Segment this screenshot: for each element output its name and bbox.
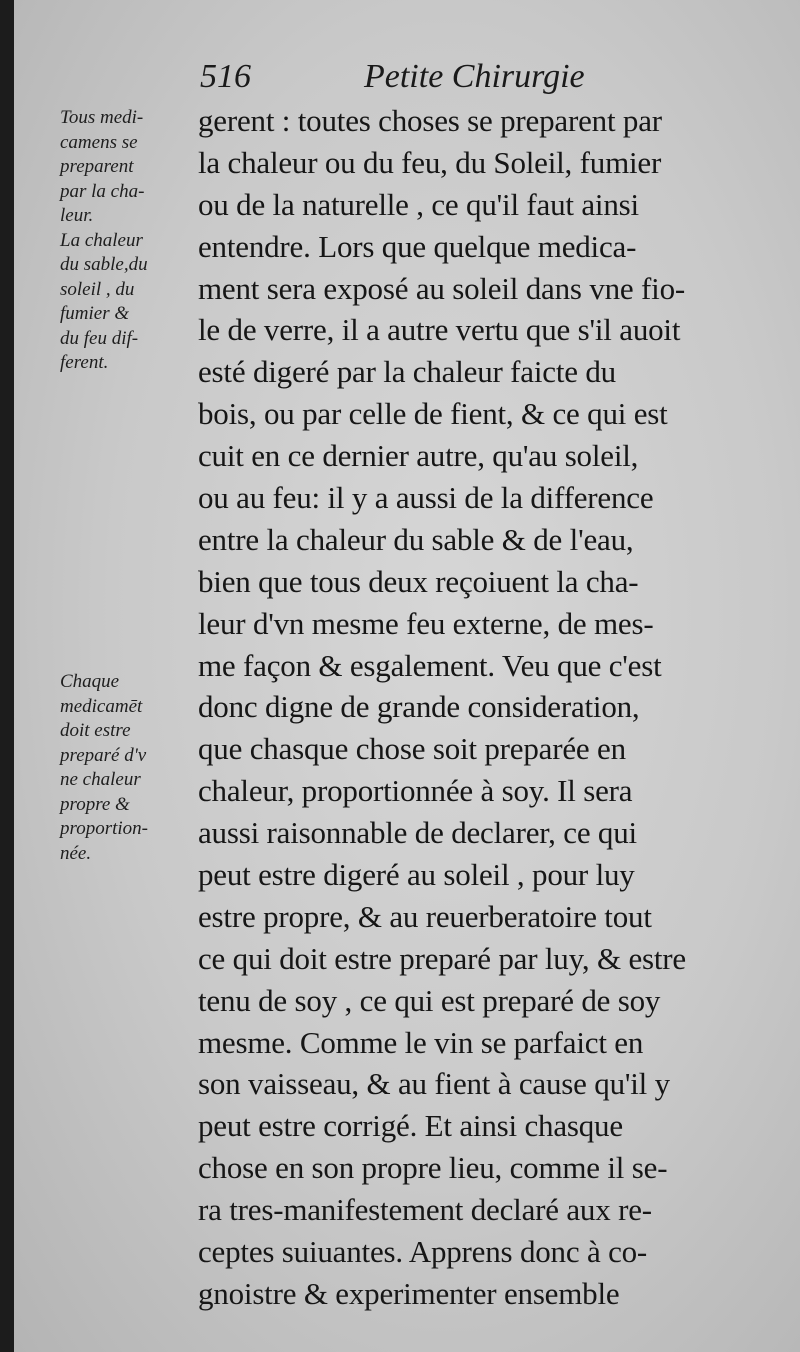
text-line: la chaleur ou du feu, du Soleil, fumier (198, 144, 662, 180)
text-line: ou de la naturelle , ce qu'il faut ainsi (198, 186, 639, 222)
note-line: La chaleur (60, 229, 143, 251)
book-page (14, 0, 800, 1352)
margin-note-medicament (60, 670, 148, 866)
note-line: née. (60, 842, 92, 864)
text-line: le de verre, il a autre vertu que s'il auoit (198, 312, 681, 348)
note-line: proportion- (60, 818, 148, 839)
text-line: peut estre corrigé. Et ainsi chasque (198, 1108, 623, 1144)
margin-note-heat (60, 106, 148, 376)
text-line: entendre. Lors que quelque medica- (198, 228, 637, 264)
note-line: camens se (60, 131, 138, 153)
text-line: que chasque chose soit preparée en (198, 731, 626, 767)
text-line: bois, ou par celle de fient, & ce qui est (198, 396, 668, 432)
running-title: Petite Chirurgie (364, 58, 585, 95)
text-line: estre propre, & au reuerberatoire tout (198, 898, 652, 934)
note-line: du feu dif- (60, 327, 139, 349)
body-text (198, 100, 798, 1315)
page-number: 516 (200, 58, 251, 95)
text-line: mesme. Comme le vin se parfaict en (198, 1024, 644, 1060)
text-line: donc digne de grande consideration, (198, 689, 640, 725)
note-line: propre & (60, 793, 130, 815)
text-line: gerent : toutes choses se preparent par (198, 103, 662, 138)
text-line: bien que tous deux reçoiuent la cha- (198, 563, 639, 599)
note-line: medicamēt (60, 695, 143, 717)
note-line: du sable,du (60, 254, 148, 275)
text-line: ceptes suiuantes. Apprens donc à co- (198, 1234, 648, 1270)
note-line: preparé d'v (60, 744, 147, 766)
note-line: ne chaleur (60, 769, 141, 790)
note-line: ferent. (60, 352, 109, 373)
text-line: me façon & esgalement. Veu que c'est (198, 647, 662, 683)
note-line: preparent (60, 156, 134, 177)
text-line: ra tres-manifestement declaré aux re- (198, 1192, 652, 1228)
text-line: leur d'vn mesme feu externe, de mes- (198, 605, 654, 641)
text-line: cuit en ce dernier autre, qu'au soleil, (198, 438, 639, 474)
text-line: esté digeré par la chaleur faicte du (198, 354, 616, 390)
text-line: aussi raisonnable de declarer, ce qui (198, 815, 637, 851)
text-line: son vaisseau, & au fient à cause qu'il y (198, 1066, 670, 1102)
text-line: ce qui doit estre preparé par luy, & estre (198, 940, 686, 976)
text-line: ment sera exposé au soleil dans vne fio- (198, 270, 685, 306)
text-line: chaleur, proportionnée à soy. Il sera (198, 773, 633, 809)
text-line: tenu de soy , ce qui est preparé de soy (198, 982, 661, 1018)
note-line: soleil , du (60, 278, 135, 300)
text-line: gnoistre & experimenter ensemble (198, 1275, 620, 1311)
note-line: Tous medi- (60, 107, 144, 128)
note-line: par la cha- (60, 180, 145, 202)
text-line: chose en son propre lieu, comme il se- (198, 1150, 668, 1186)
note-line: Chaque (60, 671, 120, 692)
text-line: peut estre digeré au soleil , pour luy (198, 857, 635, 893)
note-line: fumier & (60, 303, 130, 324)
note-line: doit estre (60, 720, 131, 741)
text-line: entre la chaleur du sable & de l'eau, (198, 521, 634, 557)
text-line: ou au feu: il y a aussi de la difference (198, 480, 654, 516)
note-line: leur. (60, 205, 94, 226)
